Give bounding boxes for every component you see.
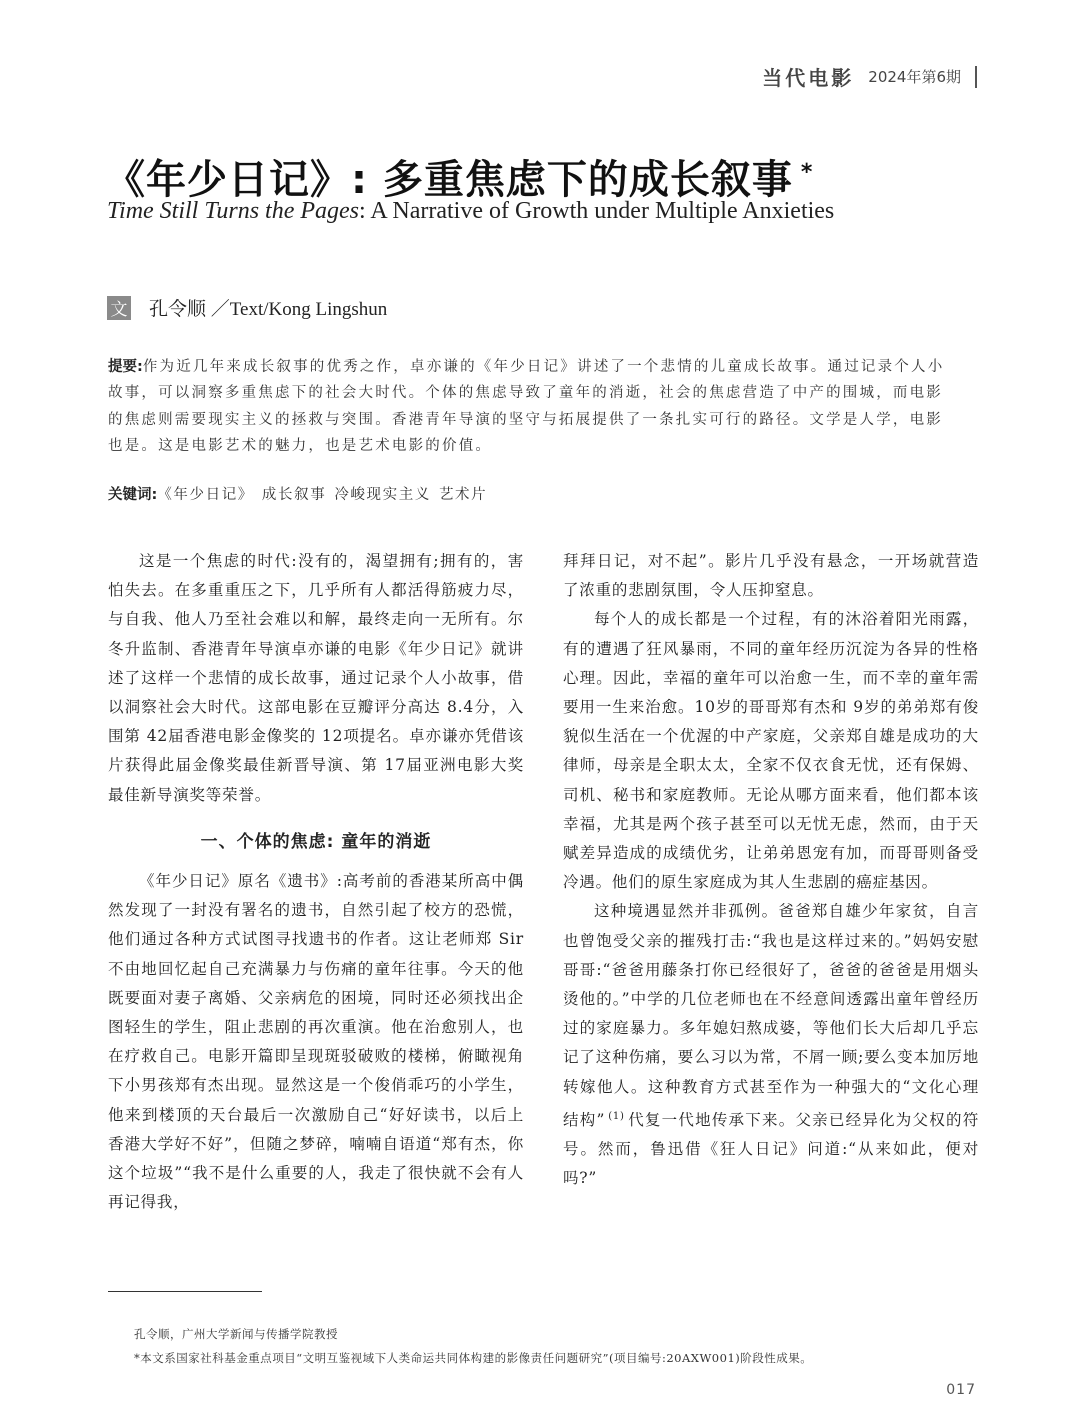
body-paragraph: 这是一个焦虑的时代:没有的，渴望拥有;拥有的，害怕失去。在多重重压之下，几乎所有人都活得筋疲力尽，与自我、他人乃至社会难以和解，最终走向一无所有。尔冬升监制、香港青年导演卓亦谦的电影《年少日记》就讲述了这样一个悲情的成长故事，通过记录个人小故事，借以洞察社会大时代。这部电影在豆瓣评分高达 8.4分，入围第 42届香港电影金像奖的 12项提名。卓亦谦亦凭借该片获得此届金像奖最佳新晋导演、第 17届亚洲电影大奖最佳新导演奖等荣誉。 [108, 552, 524, 804]
keyword-item: 冷峻现实主义 [334, 487, 431, 503]
journal-header [762, 62, 977, 91]
body-paragraph: 《年少日记》原名《遗书》:高考前的香港某所高中偶然发现了一封没有署名的遗书，自然引起了校方的恐慌，他们通过各种方式试图寻找遗书的作者。这让老师郑 Sir不由地回忆起自己充满暴力与伤痛的童年往事。今天的他既要面对妻子离婚、父亲病危的困境，同时还必须找出企图轻生的学生，阻止悲剧的再次重演。他在治愈别人，也在疗救自己。电影开篇即呈现斑驳破败的楼梯，俯瞰视角下小男孩郑有杰出现。显然这是一个俊俏乖巧的小学生，他来到楼顶的天台最后一次激励自己“好好读书，以后上香港大学好不好”，但随之梦碎，喃喃自语道“郑有杰，你这个垃圾”“我不是什么重要的人，我走了很快就不会有人再记得我， [108, 872, 524, 1212]
footnote-divider [108, 1291, 262, 1292]
author-name: 孔令顺 ／Text/Kong Lingshun [149, 299, 388, 320]
body-paragraph: 拜拜日记，对不起”。影片几乎没有悬念，一开场就营造了浓重的悲剧氛围，令人压抑窒息。 [563, 552, 979, 600]
article-title-cn-text: 《年少日记》: 多重焦虑下的成长叙事 [105, 157, 793, 203]
keywords-label: 关键词: [108, 487, 158, 503]
journal-issue: 2024年第6期 [868, 68, 961, 86]
body-paragraph-part: 这种境遇显然并非孤例。爸爸郑自雄少年家贫，自言也曾饱受父亲的摧残打击:“我也是这样过来的。”妈妈安慰哥哥:“爸爸用藤条打你已经很好了，爸爸的爸爸是用烟头烫他的。”中学的几位老师也在不经意间透露出童年曾经历过的家庭暴力。多年媳妇熬成婆，等他们长大后却几乎忘记了这种伤痛，要么习以为常，不屑一顾;要么变本加厉地转嫁他人。这种教育方式甚至作为一种强大的“文化心理结构” [563, 902, 979, 1130]
author-line [107, 294, 387, 321]
body-column-left [108, 547, 524, 1217]
keywords [108, 482, 948, 508]
keyword-item: 艺术片 [438, 487, 488, 503]
article-title-en-rest: : A Narrative of Growth under Multiple Anxieties [359, 198, 835, 224]
footnote-funding: *本文系国家社科基金重点项目“文明互鉴视域下人类命运共同体构建的影像责任问题研究”(项目编号:20AXW001)阶段性成果。 [134, 1351, 813, 1365]
article-title-en-italic: Time Still Turns the Pages [107, 198, 360, 224]
article-title-en [107, 198, 834, 225]
wen-badge: 文 [107, 296, 131, 320]
body-column-right [563, 547, 979, 1194]
header-divider [975, 66, 977, 88]
page-number: 017 [946, 1382, 976, 1398]
keyword-item: 成长叙事 [261, 487, 327, 503]
article-title-cn [105, 148, 813, 205]
footnote-reference: (1) [608, 1110, 625, 1122]
section-heading: 一、个体的焦虑: 童年的消逝 [200, 831, 432, 852]
footnote-author: 孔令顺，广州大学新闻与传播学院教授 [134, 1327, 338, 1341]
journal-name: 当代电影 [762, 66, 855, 90]
abstract [108, 354, 948, 459]
abstract-text: 作为近几年来成长叙事的优秀之作，卓亦谦的《年少日记》讲述了一个悲情的儿童成长故事。通过记录个人小故事，可以洞察多重焦虑下的社会大时代。个体的焦虑导致了童年的消逝，社会的焦虑营造了中产的围城，而电影的焦虑则需要现实主义的拯救与突围。香港青年导演的坚守与拓展提供了一条扎实可行的路径。文学是人学，电影也是。这是电影艺术的魅力，也是艺术电影的价值。 [108, 359, 945, 454]
keyword-item: 《年少日记》 [157, 487, 254, 503]
abstract-label: 提要: [108, 359, 143, 375]
title-footnote-star: * [800, 159, 814, 185]
body-paragraph [563, 897, 979, 1193]
body-paragraph-part: 代复一代地传承下来。父亲已经异化为父权的符号。然而，鲁迅借《狂人日记》问道:“从来如此，便对吗?” [563, 1111, 979, 1188]
body-paragraph: 每个人的成长都是一个过程，有的沐浴着阳光雨露，有的遭遇了狂风暴雨，不同的童年经历沉淀为各异的性格心理。因此，幸福的童年可以治愈一生，而不幸的童年需要用一生来治愈。10岁的哥哥郑有杰和 9岁的弟弟郑有俊貌似生活在一个优渥的中产家庭，父亲郑自雄是成功的大律师，母亲是全职太太，全家不仅衣食无忧，还有保姆、司机、秘书和家庭教师。无论从哪方面来看，他们都本该幸福，尤其是两个孩子甚至可以无忧无虑，然而，由于天赋差异造成的成绩优劣，让弟弟恩宠有加，而哥哥则备受冷遇。他们的原生家庭成为其人生悲剧的癌症基因。 [563, 610, 979, 892]
